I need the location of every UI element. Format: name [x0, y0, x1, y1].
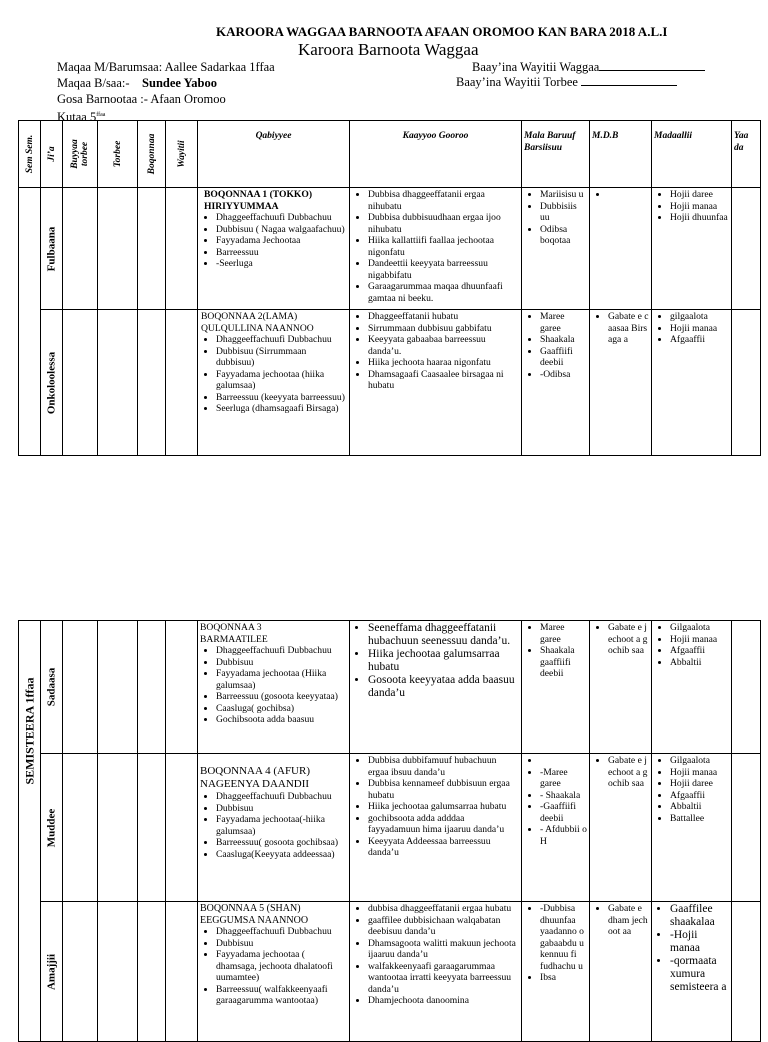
plan-table-2 [18, 620, 761, 1042]
list-item: • Ibsa [540, 972, 587, 984]
materials-cell [590, 754, 652, 902]
objectives-list [352, 622, 519, 700]
list-item: • Dubbisa dubbisuudhaan ergaa ijoo nihubatu [368, 212, 519, 235]
period-cell [166, 188, 198, 310]
table-row [19, 754, 761, 902]
list-item: • -qormaata xumura semisteera a [670, 955, 729, 994]
content-list [200, 212, 347, 270]
list-item: • Caasluga(Keeyyata addeessaa) [216, 849, 347, 861]
remarks-cell [732, 621, 761, 754]
list-item: • Dubbisuu [216, 803, 347, 815]
list-item: • Dubbisuu [216, 938, 347, 950]
list-item: • Gabate e caasaa Birsaga a [608, 311, 649, 346]
list-item: • Fayyadama jechootaa ( dhamsaga, jechoota dhalatoofi uumamtee) [216, 949, 347, 984]
list-item: • Dhamsagaafi Caasaalee birsagaa ni hubatu [368, 369, 519, 392]
week-cell [98, 188, 138, 310]
list-item: • Seerluga (dhamsagaafi Birsaga) [216, 403, 347, 415]
yearly-periods-blank[interactable] [599, 60, 705, 71]
methods-list [524, 311, 587, 380]
list-item: • Keeyyata gabaabaa barreessuu danda’u. [368, 334, 519, 357]
assessment-list [654, 622, 729, 668]
list-item: • Hojii manaa [670, 201, 729, 213]
list-item: • Gabate e jechoot a gochib saa [608, 622, 649, 657]
col-header-qabiyyee: Qabiyyee [198, 121, 350, 188]
methods-cell [522, 621, 590, 754]
list-item: • Battallee [670, 813, 729, 825]
weekly-periods-line [456, 74, 677, 90]
list-item: • Hojii dhuunfaa [670, 212, 729, 224]
list-item: • Maree garee [540, 622, 587, 645]
list-item: • Gabate e dham jechoot aa [608, 903, 649, 938]
col-header-kaayyoo: Kaayyoo Gooroo [350, 121, 522, 188]
col-header-jia: Ji’a [41, 121, 63, 188]
list-item: • Hiika jechootaa galumsarraa hubatu [368, 648, 519, 674]
col-header-buyyaa: Buyyaa torbee [63, 121, 98, 188]
list-item: • Abbaltii [670, 801, 729, 813]
materials-cell [590, 188, 652, 310]
list-item: • Dubbisa kennameef dubbisuun ergaa hubatu [368, 778, 519, 801]
header-row [19, 121, 761, 188]
unit-no-cell [138, 754, 166, 902]
unit-title: BOQONNAA 5 (SHAN) EEGGUMSA NAANNOO [200, 903, 309, 926]
remarks-cell [732, 902, 761, 1042]
assessment-cell [652, 902, 732, 1042]
materials-list [592, 755, 649, 790]
week-cell [98, 902, 138, 1042]
list-item: • Gilgaalota [670, 755, 729, 767]
list-item: • Odibsa boqotaa [540, 224, 587, 247]
month-cell [41, 754, 63, 902]
school-name: Maqaa M/Barumsaa: Aallee Sadarkaa 1ffaa [57, 60, 275, 74]
list-item: • Dandeettii keeyyata barreessuu nigabbifatu [368, 258, 519, 281]
list-item: • -Gaaffiifi deebii [540, 801, 587, 824]
list-item: • Barreessuu( gosoota gochibsaa) [216, 837, 347, 849]
objectives-cell [350, 188, 522, 310]
list-item: • Dhaggeeffatanii hubatu [368, 311, 519, 323]
list-item: • Hojii daree [670, 778, 729, 790]
methods-list [524, 189, 587, 247]
materials-cell [590, 621, 652, 754]
week-cell [98, 621, 138, 754]
list-item: • Shaakala gaaffiifi deebii [540, 645, 587, 680]
list-item: • Dubbisuu (Sirrummaan dubbisuu) [216, 346, 347, 369]
semester-label: SEMISTEERA 1ffaa [21, 677, 36, 785]
list-item: • Barreessuu (keeyyata barreessuu) [216, 392, 347, 404]
list-item: • Shaakala [540, 334, 587, 346]
content-cell [198, 188, 350, 310]
list-item: • Keeyyata Addeessaa barreessuu danda’u [368, 836, 519, 859]
week-cell [98, 754, 138, 902]
list-item: • gochibsoota adda adddaa fayyadamuun hima ijaaruu danda’u [368, 813, 519, 836]
grade-suffix: ffaa [96, 112, 106, 118]
content-cell [198, 902, 350, 1042]
objectives-cell [350, 621, 522, 754]
remarks-cell [732, 754, 761, 902]
methods-list [524, 903, 587, 984]
list-item: • Mariisisu u [540, 189, 587, 201]
list-item: • Barreessuu (gosoota keeyyataa) [216, 691, 347, 703]
methods-list [524, 755, 587, 847]
month-label: Amajjii [44, 953, 57, 990]
unit-title: BOQONNAA 2(LAMA) QULQULLINA NAANNOO [201, 311, 314, 334]
content-list [200, 334, 347, 415]
teacher-label: Maqaa B/saa:- [57, 76, 130, 90]
list-item: • -Maree garee [540, 767, 587, 790]
list-item: • - Shaakala [540, 790, 587, 802]
start-week-cell [63, 310, 98, 456]
list-item: • Hojii manaa [670, 767, 729, 779]
list-item: • Hojii manaa [670, 323, 729, 335]
list-item: • -Odibsa [540, 369, 587, 381]
yearly-periods-line [472, 59, 705, 75]
list-item: • Fayyadama Jechootaa [216, 235, 347, 247]
period-cell [166, 902, 198, 1042]
unit-no-cell [138, 621, 166, 754]
table-row [19, 621, 761, 754]
methods-list [524, 622, 587, 680]
objectives-list [352, 755, 519, 859]
month-label: Sadaasa [44, 667, 57, 707]
plan-table-1 [18, 120, 761, 456]
month-cell [41, 310, 63, 456]
materials-list [592, 622, 649, 657]
col-header-mala: Mala Baruuf Barsiisuu [522, 121, 590, 188]
list-item: • Dhaggeeffachuufi Dubbachuu [216, 791, 347, 803]
yearly-periods-label: Baay’ina Wayitii Waggaa [472, 60, 600, 74]
month-label: Muddee [44, 808, 57, 847]
col-header-sem: Sem Sem. [19, 121, 41, 188]
content-cell [198, 754, 350, 902]
month-cell [41, 188, 63, 310]
list-item: • Gosoota keeyyataa adda baasuu danda’u [368, 674, 519, 700]
period-cell [166, 754, 198, 902]
list-item: • gilgaalota [670, 311, 729, 323]
month-label: Onkoloolessa [44, 351, 57, 414]
objectives-list [352, 903, 519, 1007]
remarks-cell [732, 310, 761, 456]
list-item: • Fayyadama jechootaa (Hiika galumsaa) [216, 668, 347, 691]
list-item: • Hojii manaa [670, 634, 729, 646]
materials-list [592, 311, 649, 346]
list-item: • Dubbisiis uu [540, 201, 587, 224]
objectives-cell [350, 754, 522, 902]
list-item: • Seeneffama dhaggeeffatanii hubachuun seenessuu danda’u. [368, 622, 519, 648]
list-item: • Hojii daree [670, 189, 729, 201]
list-item: • Hiika kallattiifi faallaa jechootaa nigonfatu [368, 235, 519, 258]
methods-cell [522, 310, 590, 456]
assessment-cell [652, 310, 732, 456]
remarks-cell [732, 188, 761, 310]
objectives-cell [350, 310, 522, 456]
list-item: • -Seerluga [216, 258, 347, 270]
list-item: • Gilgaalota [670, 622, 729, 634]
list-item [608, 189, 649, 201]
methods-cell [522, 754, 590, 902]
methods-cell [522, 188, 590, 310]
methods-cell [522, 902, 590, 1042]
weekly-periods-label: Baay’ina Wayitii Torbee [456, 75, 578, 89]
list-item: • Dubbisuu ( Nagaa walgaafachuu) [216, 224, 347, 236]
table-row [19, 188, 761, 310]
assessment-cell [652, 188, 732, 310]
list-item: • Barreessuu( walfakkeenyaafi garaagarumma wantootaa) [216, 984, 347, 1007]
list-item: • Maree garee [540, 311, 587, 334]
list-item: • Fayyadama jechootaa(-hiika galumsaa) [216, 814, 347, 837]
page-title: KAROORA WAGGAA BARNOOTA AFAAN OROMOO KAN BARA 2018 A.L.I [216, 24, 668, 39]
table-row [19, 902, 761, 1042]
subject-line: Gosa Barnootaa :- Afaan Oromoo [57, 92, 226, 106]
semester-cell [19, 188, 41, 456]
unit-title: BOQONNAA 1 (TOKKO) HIRIYYUMMAA [204, 189, 313, 212]
list-item: • Garaagarummaa maqaa dhuunfaafi gamtaa ni beeku. [368, 281, 519, 304]
list-item: • Afgaaffii [670, 790, 729, 802]
list-item: • dubbisa dhaggeeffatanii ergaa hubatu [368, 903, 519, 915]
unit-title: BOQONNAA 3 BARMAATILEE [200, 622, 268, 645]
col-header-madaallii: Madaallii [652, 121, 732, 188]
col-header-mdb: M.D.B [590, 121, 652, 188]
month-label: Fulbaana [44, 226, 57, 271]
materials-list [592, 189, 649, 201]
list-item: • Caasluga( gochibsa) [216, 703, 347, 715]
list-item: • Dubbisuu [216, 657, 347, 669]
start-week-cell [63, 902, 98, 1042]
list-item: • Barreessuu [216, 247, 347, 259]
assessment-list [654, 311, 729, 346]
period-cell [166, 621, 198, 754]
start-week-cell [63, 754, 98, 902]
semester-cell [19, 621, 41, 1042]
materials-list [592, 903, 649, 938]
list-item: • - Afdubbii o H [540, 824, 587, 847]
list-item: • Afgaaffii [670, 645, 729, 657]
start-week-cell [63, 621, 98, 754]
start-week-cell [63, 188, 98, 310]
period-cell [166, 310, 198, 456]
col-header-boqonnaa: Boqonnaa [138, 121, 166, 188]
unit-no-cell [138, 310, 166, 456]
list-item: • Dhaggeeffachuufi Dubbachuu [216, 212, 347, 224]
teacher-line [57, 75, 217, 91]
list-item: • walfakkeenyaafi garaagarummaa wantootaa irratti keeyyata barreessuu danda’u [368, 961, 519, 996]
assessment-list [654, 903, 729, 994]
objectives-list [352, 189, 519, 304]
list-item: • Dhamsagoota walitti makuun jechoota ijaaruu danda’u [368, 938, 519, 961]
list-item: • Dubbisa dubbifamuuf hubachuun ergaa ibsuu danda’u [368, 755, 519, 778]
list-item: • -Hojii manaa [670, 929, 729, 955]
list-item: • Fayyadama jechootaa (hiika galumsaa) [216, 369, 347, 392]
col-header-wayitii: Wayitii [166, 121, 198, 188]
unit-no-cell [138, 902, 166, 1042]
content-list [200, 791, 347, 860]
col-header-torbee: Torbee [98, 121, 138, 188]
list-item: • Gabate e jechoot a gochib saa [608, 755, 649, 790]
col-header-yaada: Yaa da [732, 121, 761, 188]
assessment-cell [652, 621, 732, 754]
list-item: • Gaaffilee shaakalaa [670, 903, 729, 929]
content-cell [198, 310, 350, 456]
content-list [200, 645, 347, 726]
list-item: • Dhaggeeffachuufi Dubbachuu [216, 645, 347, 657]
list-item: • Dhaggeeffachuufi Dubbachuu [216, 926, 347, 938]
objectives-list [352, 311, 519, 392]
materials-cell [590, 310, 652, 456]
list-item: • Hiika jechoota haaraa nigonfatu [368, 357, 519, 369]
unit-no-cell [138, 188, 166, 310]
unit-title: BOQONNAA 4 (AFUR) NAGEENYA DAANDII [200, 765, 311, 790]
objectives-cell [350, 902, 522, 1042]
list-item: • Hiika jechootaa galumsarraa hubatu [368, 801, 519, 813]
month-cell [41, 902, 63, 1042]
grade-label: Kutaa 5 [57, 110, 97, 125]
materials-cell [590, 902, 652, 1042]
list-item: • Gaaffiifi deebii [540, 346, 587, 369]
list-item: • Sirrummaan dubbisuu gabbifatu [368, 323, 519, 335]
page-subtitle: Karoora Barnoota Waggaa [298, 40, 479, 59]
content-cell [198, 621, 350, 754]
month-cell [41, 621, 63, 754]
list-item: • Gochibsoota adda baasuu [216, 714, 347, 726]
list-item: • gaaffilee dubbisichaan walqabatan deebisuu danda’u [368, 915, 519, 938]
assessment-list [654, 189, 729, 224]
assessment-cell [652, 754, 732, 902]
list-item [540, 755, 587, 767]
list-item: • Dhamjechoota danoomina [368, 995, 519, 1007]
list-item: • Dubbisa dhaggeeffatanii ergaa nihubatu [368, 189, 519, 212]
list-item: • Dhaggeeffachuufi Dubbachuu [216, 334, 347, 346]
list-item: • -Dubbisa dhuunfaa yaadanno o gabaabdu u kennuu fi fudhachu u [540, 903, 587, 972]
weekly-periods-blank[interactable] [581, 75, 677, 86]
table-row [19, 310, 761, 456]
list-item: • Abbaltii [670, 657, 729, 669]
teacher-name: Sundee Yaboo [142, 76, 217, 90]
list-item: • Afgaaffii [670, 334, 729, 346]
assessment-list [654, 755, 729, 824]
week-cell [98, 310, 138, 456]
content-list [200, 926, 347, 1007]
